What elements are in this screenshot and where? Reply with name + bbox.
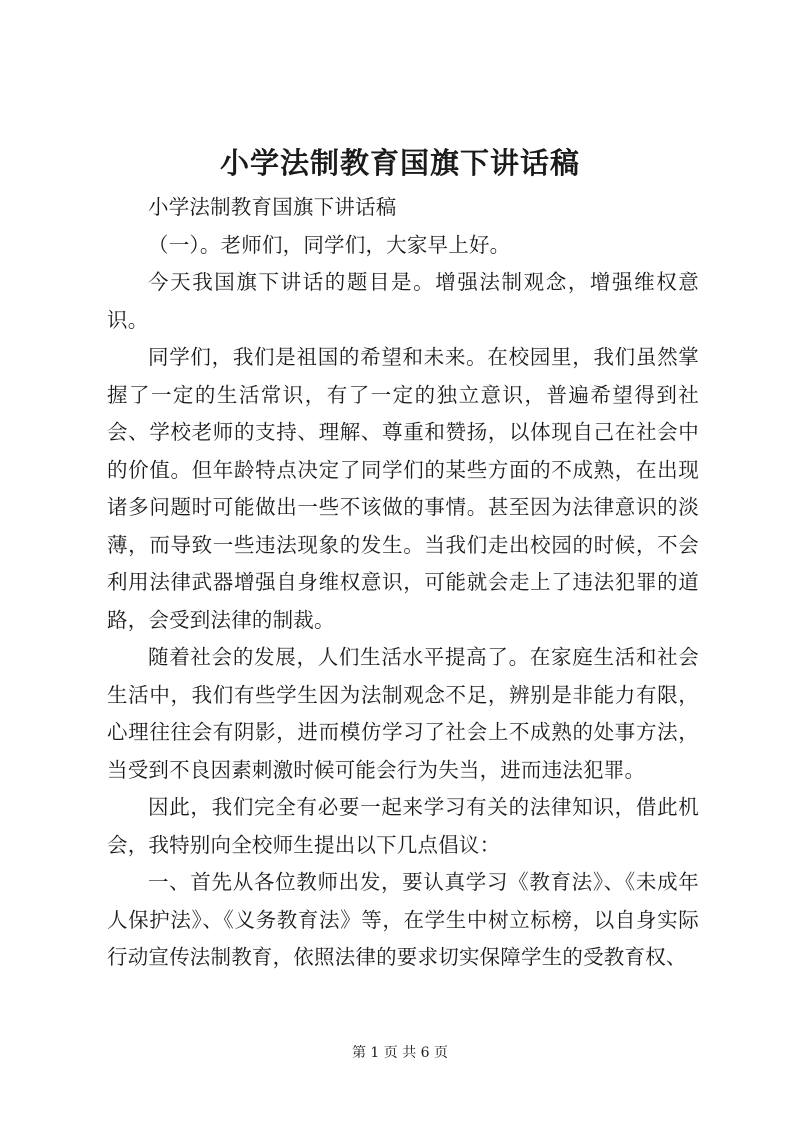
paragraph-body: 因此，我们完全有必要一起来学习有关的法律知识，借此机会，我特别向全校师生提出以下几点倡议： — [107, 795, 699, 857]
paragraph-body: 同学们，我们是祖国的希望和未来。在校园里，我们虽然掌握了一定的生活常识，有了一定的独立意识，普遍希望得到社会、学校老师的支持、理解、尊重和赞扬，以体现自己在社会中的价值。但年龄特点决定了同学们的某些方面的不成熟，在出现诸多问题时可能做出一些不该做的事情。甚至因为法律意识的淡薄，而导致一些违法现象的发生。当我们走出校园的时候，不会利用法律武器增强自身维权意识，可能就会走上了违法犯罪的道路，会受到法律的制裁。 — [107, 345, 699, 632]
paragraph-topic: 今天我国旗下讲话的题目是。增强法制观念，增强维权意识。 — [107, 270, 699, 332]
paragraph-subtitle: 小学法制教育国旗下讲话稿 — [148, 195, 397, 219]
paragraph-greeting: （一）。老师们，同学们，大家早上好。 — [148, 232, 511, 257]
document-body — [107, 189, 699, 977]
paragraph-body: 一、首先从各位教师出发，要认真学习《教育法》、《未成年人保护法》、《义务教育法》等，在学生中树立标榜，以自身实际行动宣传法制教育，依照法律的要求切实保障学生的受教育权、 — [107, 870, 699, 969]
paragraph-body: 随着社会的发展，人们生活水平提高了。在家庭生活和社会生活中，我们有些学生因为法制观念不足，辨别是非能力有限，心理往往会有阴影，进而模仿学习了社会上不成熟的处事方法，当受到不良因素刺激时候可能会行为失当，进而违法犯罪。 — [107, 645, 699, 782]
document-title: 小学法制教育国旗下讲话稿 — [219, 146, 580, 180]
page-footer: 第 1 页 共 6 页 — [351, 1045, 449, 1061]
